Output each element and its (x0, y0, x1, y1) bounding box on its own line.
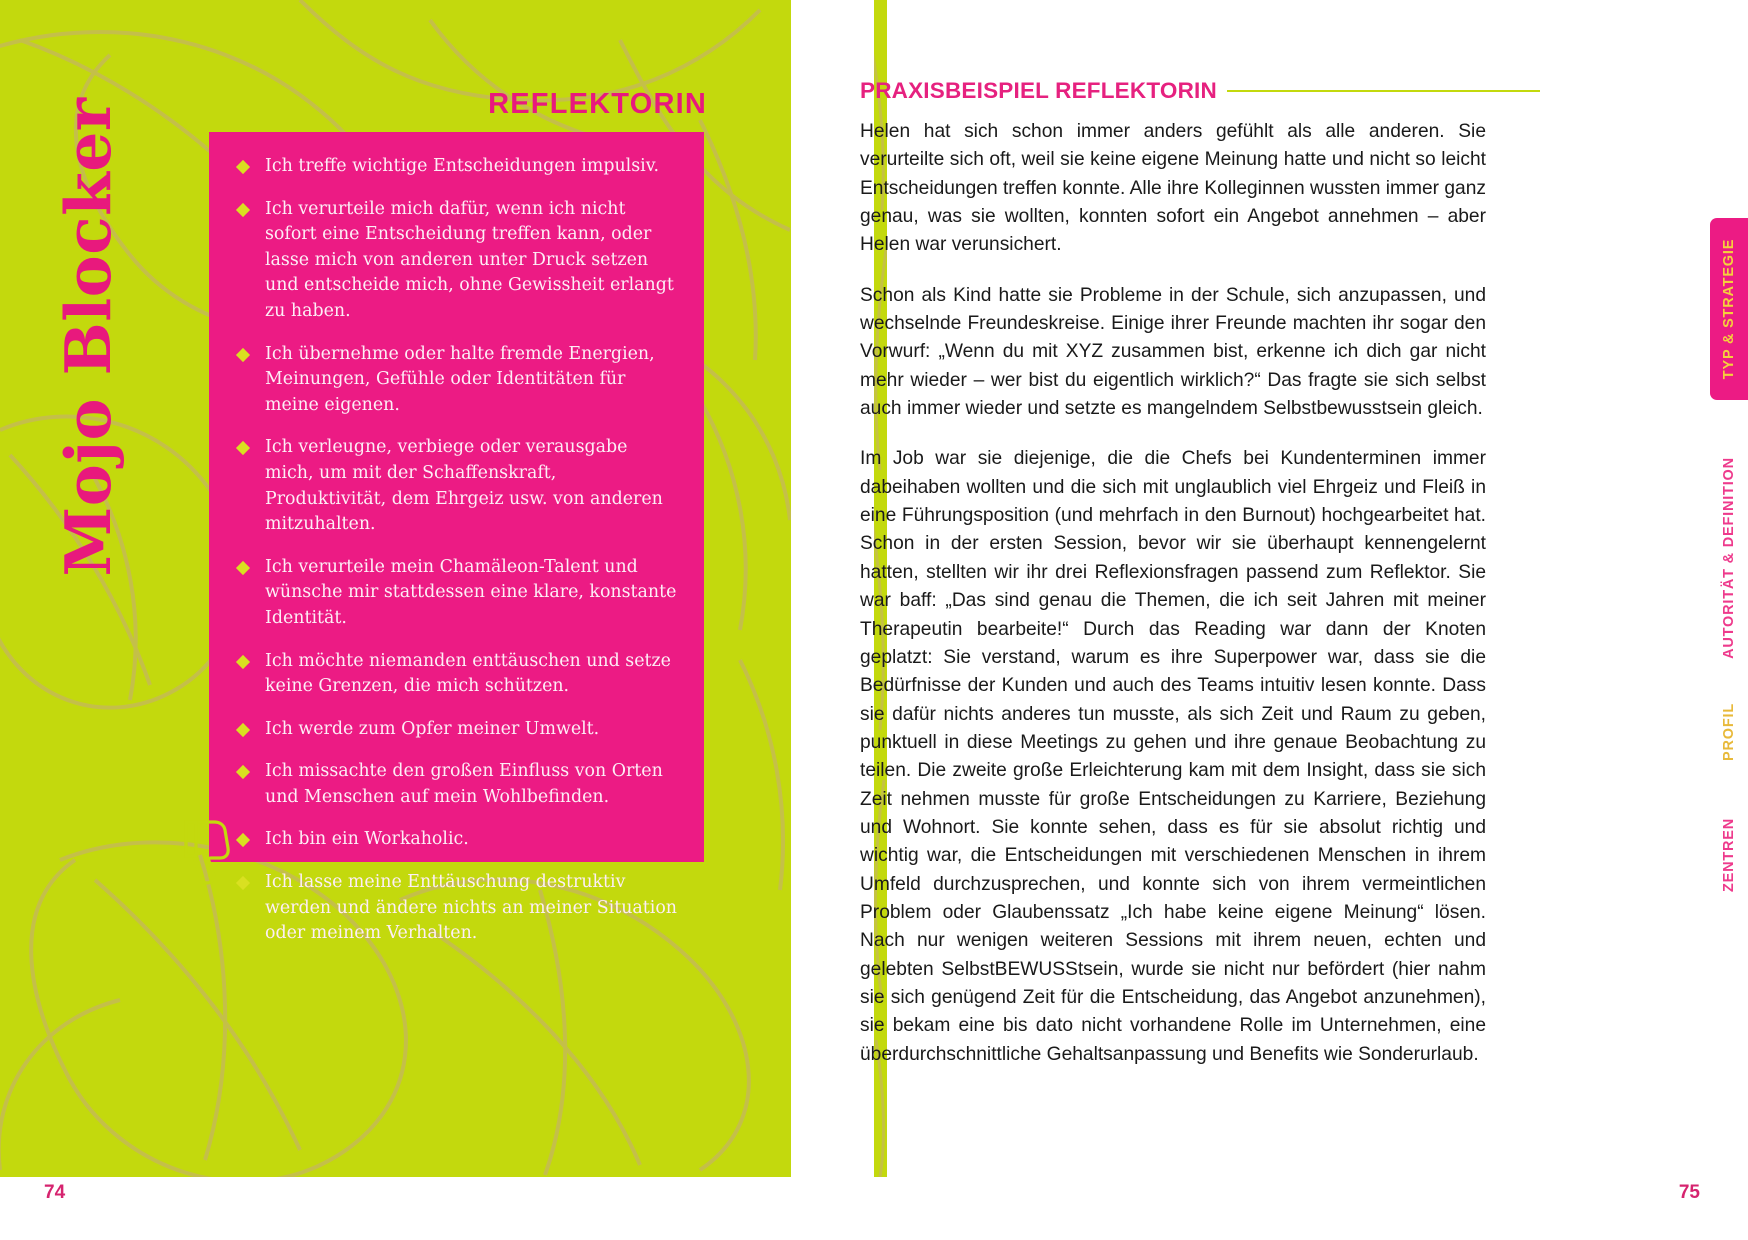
page-number-right: 75 (1678, 1182, 1700, 1203)
list-item-text: Ich treffe wichtige Entscheidungen impulsiv. (265, 156, 660, 176)
tab-profil[interactable] (1710, 672, 1748, 792)
list-item-text: Ich übernehme oder halte fremde Energien, Meinungen, Gefühle oder Identitäten für meine eigenen. (265, 343, 655, 415)
list-item (231, 649, 680, 700)
tab-autoritaet-und-definition[interactable] (1710, 418, 1748, 698)
list-item-text: Ich bin ein Workaholic. (265, 829, 469, 850)
list-item-text: Ich verurteile mich dafür, wenn ich nicht sofort eine Entscheidung treffen kann, oder lasse mich von anderen unter Druck setzen und entscheide mich, ohne Gewissheit erlangt zu haben. (265, 198, 674, 321)
green-panel (0, 0, 791, 1177)
list-item (231, 555, 680, 632)
diamond-bullet-icon (236, 347, 250, 361)
tab-label: AUTORITÄT & DEFINITION (1721, 457, 1738, 659)
list-item (231, 717, 680, 743)
list-item (231, 759, 680, 810)
diamond-bullet-icon (236, 203, 250, 217)
list-item (231, 197, 680, 325)
mojo-blocker-box (209, 132, 704, 944)
tab-zentren[interactable] (1710, 790, 1748, 920)
paragraph: Helen hat sich schon immer anders gefühlt als alle anderen. Sie verurteilte sich oft, weil sie keine eigene Meinung hatte und nicht so leicht Entscheidungen treffen konnte. Alle ihre Kolleginnen wussten immer ganz genau, was sie wollten, konnten sofort ein Angebot annehmen – aber Helen war verunsichert. (860, 121, 1486, 256)
list-item (231, 827, 680, 853)
blocker-list (231, 154, 680, 947)
diamond-bullet-icon (236, 654, 250, 668)
list-item-text: Ich möchte niemanden enttäuschen und setze keine Grenzen, die mich schützen. (265, 650, 671, 697)
list-item-text: Ich lasse meine Enttäuschung destruktiv werden und ändere nichts an meiner Situation oder meinem Verhalten. (265, 872, 678, 944)
thumbs-down-icon (184, 820, 242, 886)
list-item (231, 870, 680, 947)
diamond-bullet-icon (236, 765, 250, 779)
list-item-text: Ich missachte den großen Einfluss von Orten und Menschen auf mein Wohlbefinden. (265, 761, 663, 807)
article-heading-row (860, 78, 1540, 104)
tab-label: PROFIL (1721, 703, 1737, 761)
list-item-text: Ich werde zum Opfer meiner Umwelt. (265, 718, 600, 739)
tab-typ-und-strategie[interactable] (1710, 218, 1748, 400)
paragraph: Im Job war sie diejenige, die die Chefs bei Kundenterminen immer dabeihaben wollten und die sich mit unglaublich viel Ehrgeiz und Fleiß in eine Führungsposition (und mehrfach in den Burnout) hochgearbeitet hat. Schon in der ersten Session, bevor wir sie überhaupt kennengelernt hatten, stellten wir ihr drei Reflexionsfragen passend zum Reflektor. Sie war baff: „Das sind genau die Themen, die ich seit Jahren mit meiner Therapeutin bearbeite!“ Durch das Reading war dann der Knoten geplatzt: Sie verstand, warum es ihre Superpower war, dass sie die Bedürfnisse der Kunden und auch des Teams intuitiv lesen konnte. Dass sie dafür nichts anderes tun musste, als sich Zeit und Raum zu geben, punktuell in diese Meetings zu gehen und ihre genaue Beobachtung zu teilen. Die zweite große Erleichterung kam mit dem Insight, dass sie sich Zeit nehmen musste für große Entscheidungen zu Karriere, Beziehung und Wohnort. Sie konnte sehen, dass es für sie absolut richtig und wichtig war, die Entscheidungen mit verschiedenen Menschen in ihrem Umfeld durchzusprechen, und konnte sich von ihrem vermeintlichen Problem oder Glaubenssatz „Ich habe keine eigene Meinung“ lösen. Nach nur wenigen weiteren Sessions mit ihrem neuen, echten und gelebten SelbstBEWUSStsein, wurde sie nicht nur befördert (hier nahm sie sich genügend Zeit für die Entscheidung, das Angebot anzunehmen), sie bekam eine bis dato nicht vorhandene Rolle im Unternehmen, eine überdurchschnittliche Gehaltsanpassung und Benefits wie Sonderurlaub. (860, 448, 1486, 1065)
list-item-text: Ich verurteile mein Chamäleon-Talent und wünsche mir stattdessen eine klare, konstante Identität. (265, 556, 677, 628)
page-number-left: 74 (44, 1182, 66, 1203)
article-body (860, 118, 1486, 1069)
tab-label: TYP & STRATEGIE (1721, 238, 1737, 380)
list-item-text: Ich verleugne, verbiege oder verausgabe mich, um mit der Schaffenskraft, Produktivität, dem Ehrgeiz usw. von anderen mitzuhalten. (265, 437, 663, 535)
right-page (860, 0, 1748, 1240)
diamond-bullet-icon (236, 160, 250, 174)
page-vertical-title: Mojo Blocker (51, 97, 125, 577)
section-label-reflektorin: REFLEKTORIN (488, 88, 707, 120)
list-item (231, 154, 680, 180)
tab-label: ZENTREN (1721, 817, 1738, 893)
diamond-bullet-icon (236, 441, 250, 455)
list-item (231, 342, 680, 419)
chapter-tab-strip (1688, 0, 1748, 1177)
list-item (231, 435, 680, 537)
diamond-bullet-icon (236, 723, 250, 737)
article-heading: PRAXISBEISPIEL REFLEKTORIN (860, 78, 1217, 103)
heading-rule (1227, 90, 1540, 92)
paragraph: Schon als Kind hatte sie Probleme in der Schule, sich anzupassen, und wechselnde Freundeskreise. Einige ihrer Freunde machten ihr sogar den Vorwurf: „Wenn du mit XYZ zusammen bist, erkenne ich dich gar nicht mehr wieder – wer bist du eigentlich wirklich?“ Das fragte sie sich selbst auch immer wieder und setzte es mangelndem Selbstbewusstsein gleich. (860, 284, 1486, 420)
diamond-bullet-icon (236, 561, 250, 575)
